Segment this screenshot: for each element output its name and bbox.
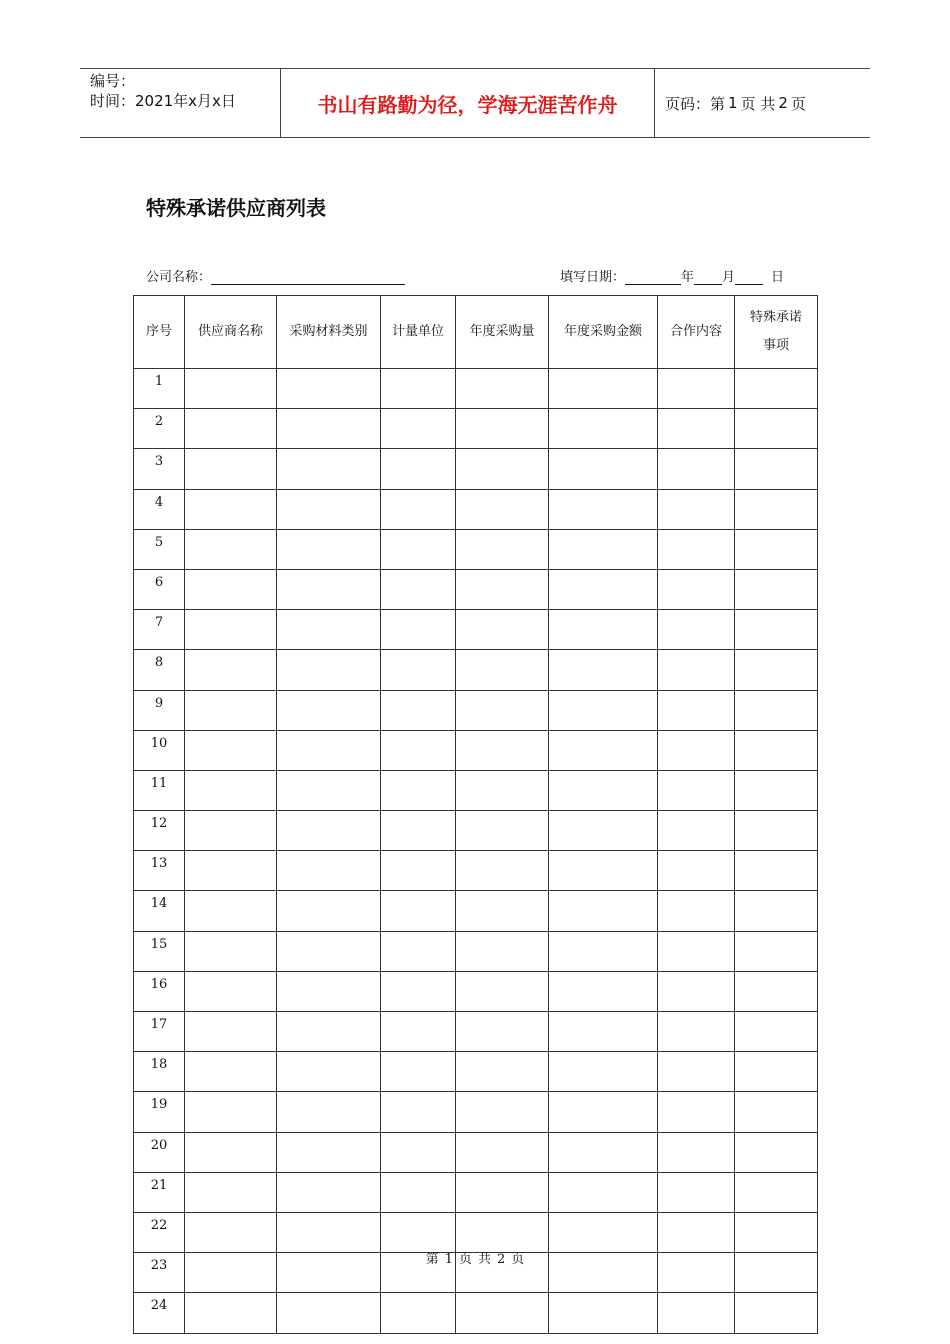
table-cell[interactable] bbox=[185, 409, 277, 449]
table-cell[interactable] bbox=[456, 489, 549, 529]
table-row bbox=[134, 1293, 818, 1333]
table-cell[interactable] bbox=[381, 650, 456, 690]
table-cell[interactable] bbox=[381, 1212, 456, 1252]
table-cell[interactable] bbox=[277, 1092, 381, 1132]
row-number-cell: 10 bbox=[134, 730, 185, 770]
table-cell[interactable] bbox=[658, 891, 735, 931]
company-label: 公司名称： bbox=[146, 270, 212, 285]
table-cell[interactable] bbox=[185, 1172, 277, 1212]
table-cell[interactable] bbox=[185, 851, 277, 891]
table-cell[interactable] bbox=[456, 610, 549, 650]
table-cell[interactable] bbox=[456, 529, 549, 569]
table-cell[interactable] bbox=[185, 1212, 277, 1252]
table-cell[interactable] bbox=[185, 971, 277, 1011]
page-mid: 页 共 bbox=[740, 94, 776, 113]
table-cell[interactable] bbox=[185, 811, 277, 851]
table-cell[interactable] bbox=[456, 1212, 549, 1252]
table-cell[interactable] bbox=[277, 730, 381, 770]
col-header: 合作内容 bbox=[658, 296, 735, 369]
table-cell[interactable] bbox=[381, 690, 456, 730]
table-cell[interactable] bbox=[456, 1172, 549, 1212]
doc-code-label: 编号： bbox=[90, 72, 136, 90]
table-cell[interactable] bbox=[735, 811, 818, 851]
table-cell[interactable] bbox=[735, 851, 818, 891]
date-field bbox=[560, 266, 784, 285]
table-cell[interactable] bbox=[277, 409, 381, 449]
table-cell[interactable] bbox=[658, 409, 735, 449]
col-header: 采购材料类别 bbox=[277, 296, 381, 369]
row-number-cell: 3 bbox=[134, 449, 185, 489]
table-cell[interactable] bbox=[456, 891, 549, 931]
table-cell[interactable] bbox=[658, 1052, 735, 1092]
company-field bbox=[146, 266, 405, 285]
table-cell[interactable] bbox=[735, 1132, 818, 1172]
table-cell[interactable] bbox=[185, 730, 277, 770]
table-row bbox=[134, 1172, 818, 1212]
table-cell[interactable] bbox=[456, 1052, 549, 1092]
table-cell[interactable] bbox=[277, 489, 381, 529]
table-cell[interactable] bbox=[549, 449, 658, 489]
table-cell[interactable] bbox=[277, 1293, 381, 1333]
table-cell[interactable] bbox=[735, 610, 818, 650]
table-cell[interactable] bbox=[735, 650, 818, 690]
table-cell[interactable] bbox=[658, 1212, 735, 1252]
table-row bbox=[134, 1092, 818, 1132]
table-cell[interactable] bbox=[735, 529, 818, 569]
row-number-cell: 20 bbox=[134, 1132, 185, 1172]
table-cell[interactable] bbox=[381, 1132, 456, 1172]
table-cell[interactable] bbox=[735, 1052, 818, 1092]
table-cell[interactable] bbox=[658, 529, 735, 569]
table-cell[interactable] bbox=[549, 690, 658, 730]
table-cell[interactable] bbox=[277, 891, 381, 931]
table-cell[interactable] bbox=[735, 891, 818, 931]
table-cell[interactable] bbox=[456, 1293, 549, 1333]
doc-time-label: 时间：2021年x月x日 bbox=[90, 92, 236, 110]
table-cell[interactable] bbox=[381, 529, 456, 569]
year-blank[interactable] bbox=[625, 270, 681, 285]
page-header bbox=[80, 68, 870, 138]
table-cell[interactable] bbox=[381, 1092, 456, 1132]
table-cell[interactable] bbox=[277, 1132, 381, 1172]
table-row bbox=[134, 1132, 818, 1172]
row-number-cell: 14 bbox=[134, 891, 185, 931]
table-cell[interactable] bbox=[658, 650, 735, 690]
table-cell[interactable] bbox=[456, 690, 549, 730]
table-cell[interactable] bbox=[381, 851, 456, 891]
table-cell[interactable] bbox=[185, 610, 277, 650]
table-row bbox=[134, 730, 818, 770]
row-number-cell: 2 bbox=[134, 409, 185, 449]
table-cell[interactable] bbox=[277, 1052, 381, 1092]
table-cell[interactable] bbox=[277, 931, 381, 971]
col-header-special bbox=[735, 296, 818, 369]
header-motto: 书山有路勤为径，学海无涯苦作舟 bbox=[281, 69, 655, 137]
table-cell[interactable] bbox=[277, 610, 381, 650]
table-cell[interactable] bbox=[381, 569, 456, 609]
table-cell[interactable] bbox=[549, 1132, 658, 1172]
date-label: 填写日期： bbox=[560, 270, 626, 285]
table-cell[interactable] bbox=[735, 569, 818, 609]
table-cell[interactable] bbox=[735, 489, 818, 529]
footer-current: 1 bbox=[444, 1252, 453, 1267]
table-cell[interactable] bbox=[185, 529, 277, 569]
table-row bbox=[134, 409, 818, 449]
table-cell[interactable] bbox=[456, 851, 549, 891]
table-cell[interactable] bbox=[658, 730, 735, 770]
col-header: 序号 bbox=[134, 296, 185, 369]
table-cell[interactable] bbox=[456, 770, 549, 810]
table-cell[interactable] bbox=[735, 971, 818, 1011]
table-cell[interactable] bbox=[185, 449, 277, 489]
table-cell[interactable] bbox=[735, 449, 818, 489]
table-cell[interactable] bbox=[735, 1172, 818, 1212]
row-number-cell: 21 bbox=[134, 1172, 185, 1212]
table-cell[interactable] bbox=[456, 650, 549, 690]
table-cell[interactable] bbox=[658, 931, 735, 971]
table-cell[interactable] bbox=[549, 730, 658, 770]
table-row bbox=[134, 931, 818, 971]
table-cell[interactable] bbox=[277, 369, 381, 409]
table-cell[interactable] bbox=[381, 1293, 456, 1333]
table-row bbox=[134, 369, 818, 409]
page-label: 页码：第 bbox=[665, 94, 726, 113]
table-body bbox=[134, 369, 818, 1334]
table-cell[interactable] bbox=[456, 931, 549, 971]
table-cell[interactable] bbox=[549, 569, 658, 609]
table-cell[interactable] bbox=[277, 1212, 381, 1252]
col-header: 计量单位 bbox=[381, 296, 456, 369]
table-row bbox=[134, 811, 818, 851]
table-row bbox=[134, 690, 818, 730]
footer-total: 2 bbox=[497, 1252, 506, 1267]
table-row bbox=[134, 851, 818, 891]
table-cell[interactable] bbox=[381, 489, 456, 529]
row-number-cell: 5 bbox=[134, 529, 185, 569]
page-total: 2 bbox=[778, 94, 788, 112]
table-row bbox=[134, 569, 818, 609]
table-cell[interactable] bbox=[381, 770, 456, 810]
row-number-cell: 19 bbox=[134, 1092, 185, 1132]
table-cell[interactable] bbox=[658, 1293, 735, 1333]
row-number-cell: 15 bbox=[134, 931, 185, 971]
table-cell[interactable] bbox=[456, 1132, 549, 1172]
table-row bbox=[134, 529, 818, 569]
supplier-table bbox=[133, 295, 818, 1334]
page-footer bbox=[0, 1248, 950, 1267]
page-current: 1 bbox=[728, 94, 738, 112]
table-cell[interactable] bbox=[185, 1052, 277, 1092]
table-cell[interactable] bbox=[456, 449, 549, 489]
table-cell[interactable] bbox=[735, 409, 818, 449]
table-cell[interactable] bbox=[658, 1132, 735, 1172]
table-cell[interactable] bbox=[277, 770, 381, 810]
table-cell[interactable] bbox=[185, 1092, 277, 1132]
table-cell[interactable] bbox=[381, 449, 456, 489]
table-cell[interactable] bbox=[381, 931, 456, 971]
table-cell[interactable] bbox=[456, 971, 549, 1011]
table-cell[interactable] bbox=[381, 891, 456, 931]
footer-suffix: 页 bbox=[511, 1252, 525, 1267]
table-cell[interactable] bbox=[456, 569, 549, 609]
table-cell[interactable] bbox=[549, 1172, 658, 1212]
row-number-cell: 17 bbox=[134, 1012, 185, 1052]
table-cell[interactable] bbox=[658, 1092, 735, 1132]
col-header-line: 特殊承诺 bbox=[749, 310, 802, 325]
table-cell[interactable] bbox=[735, 369, 818, 409]
table-cell[interactable] bbox=[549, 489, 658, 529]
table-cell[interactable] bbox=[277, 971, 381, 1011]
table-cell[interactable] bbox=[658, 369, 735, 409]
table-cell[interactable] bbox=[658, 489, 735, 529]
table-cell[interactable] bbox=[658, 610, 735, 650]
table-cell[interactable] bbox=[456, 1012, 549, 1052]
table-row bbox=[134, 650, 818, 690]
table-row bbox=[134, 891, 818, 931]
document-title: 特殊承诺供应商列表 bbox=[146, 196, 326, 220]
page-end: 页 bbox=[790, 94, 806, 113]
table-cell[interactable] bbox=[381, 369, 456, 409]
table-cell[interactable] bbox=[735, 1212, 818, 1252]
table-cell[interactable] bbox=[381, 1052, 456, 1092]
table-cell[interactable] bbox=[185, 690, 277, 730]
table-cell[interactable] bbox=[277, 811, 381, 851]
table-cell[interactable] bbox=[735, 770, 818, 810]
table-cell[interactable] bbox=[456, 1092, 549, 1132]
row-number-cell: 12 bbox=[134, 811, 185, 851]
table-cell[interactable] bbox=[658, 971, 735, 1011]
table-cell[interactable] bbox=[549, 971, 658, 1011]
year-label: 年 bbox=[681, 270, 695, 285]
header-info bbox=[80, 69, 281, 137]
table-cell[interactable] bbox=[277, 569, 381, 609]
table-cell[interactable] bbox=[658, 770, 735, 810]
row-number-cell: 22 bbox=[134, 1212, 185, 1252]
table-cell[interactable] bbox=[381, 811, 456, 851]
table-cell[interactable] bbox=[549, 891, 658, 931]
table-cell[interactable] bbox=[549, 1092, 658, 1132]
table-cell[interactable] bbox=[658, 1172, 735, 1212]
table-cell[interactable] bbox=[735, 730, 818, 770]
footer-prefix: 第 bbox=[425, 1252, 439, 1267]
table-row bbox=[134, 449, 818, 489]
month-label: 月 bbox=[722, 270, 736, 285]
row-number-cell: 16 bbox=[134, 971, 185, 1011]
footer-mid2: 共 bbox=[478, 1252, 492, 1267]
row-number-cell: 24 bbox=[134, 1293, 185, 1333]
table-cell[interactable] bbox=[277, 449, 381, 489]
row-number-cell: 1 bbox=[134, 369, 185, 409]
table-cell[interactable] bbox=[381, 971, 456, 1011]
table-row bbox=[134, 489, 818, 529]
table-cell[interactable] bbox=[549, 811, 658, 851]
col-header: 年度采购量 bbox=[456, 296, 549, 369]
day-label: 日 bbox=[771, 270, 785, 285]
table-cell[interactable] bbox=[658, 851, 735, 891]
table-cell[interactable] bbox=[549, 369, 658, 409]
table-cell[interactable] bbox=[277, 650, 381, 690]
table-cell[interactable] bbox=[549, 931, 658, 971]
table-cell[interactable] bbox=[456, 730, 549, 770]
table-cell[interactable] bbox=[456, 369, 549, 409]
header-page-info bbox=[655, 69, 870, 137]
company-blank[interactable] bbox=[211, 270, 405, 285]
table-cell[interactable] bbox=[735, 931, 818, 971]
table-row bbox=[134, 770, 818, 810]
table-cell[interactable] bbox=[381, 1172, 456, 1212]
col-header: 供应商名称 bbox=[185, 296, 277, 369]
table-cell[interactable] bbox=[549, 650, 658, 690]
table-row bbox=[134, 1052, 818, 1092]
row-number-cell: 11 bbox=[134, 770, 185, 810]
table-cell[interactable] bbox=[185, 369, 277, 409]
table-cell[interactable] bbox=[277, 851, 381, 891]
table-cell[interactable] bbox=[735, 1092, 818, 1132]
table-header-row bbox=[134, 296, 818, 369]
table-cell[interactable] bbox=[277, 1172, 381, 1212]
table-cell[interactable] bbox=[185, 569, 277, 609]
table-cell[interactable] bbox=[549, 1293, 658, 1333]
table-cell[interactable] bbox=[381, 1012, 456, 1052]
row-number-cell: 9 bbox=[134, 690, 185, 730]
table-cell[interactable] bbox=[185, 1132, 277, 1172]
table-cell[interactable] bbox=[185, 489, 277, 529]
col-header: 年度采购金额 bbox=[549, 296, 658, 369]
table-cell[interactable] bbox=[658, 690, 735, 730]
row-number-cell: 7 bbox=[134, 610, 185, 650]
table-cell[interactable] bbox=[549, 1012, 658, 1052]
day-blank[interactable] bbox=[735, 270, 763, 285]
table-cell[interactable] bbox=[185, 650, 277, 690]
table-cell[interactable] bbox=[277, 529, 381, 569]
table-row bbox=[134, 610, 818, 650]
table-cell[interactable] bbox=[658, 1012, 735, 1052]
table-cell[interactable] bbox=[735, 1293, 818, 1333]
row-number-cell: 6 bbox=[134, 569, 185, 609]
row-number-cell: 8 bbox=[134, 650, 185, 690]
footer-mid1: 页 bbox=[458, 1252, 472, 1267]
table-cell[interactable] bbox=[185, 931, 277, 971]
table-cell[interactable] bbox=[549, 409, 658, 449]
table-cell[interactable] bbox=[277, 1012, 381, 1052]
table-cell[interactable] bbox=[381, 610, 456, 650]
table-cell[interactable] bbox=[549, 529, 658, 569]
table-cell[interactable] bbox=[549, 851, 658, 891]
table-cell[interactable] bbox=[658, 449, 735, 489]
table-cell[interactable] bbox=[549, 770, 658, 810]
table-cell[interactable] bbox=[277, 690, 381, 730]
table-cell[interactable] bbox=[456, 409, 549, 449]
row-number-cell: 4 bbox=[134, 489, 185, 529]
col-header-line: 事项 bbox=[762, 338, 789, 353]
row-number-cell: 18 bbox=[134, 1052, 185, 1092]
table-cell[interactable] bbox=[549, 1052, 658, 1092]
table-cell[interactable] bbox=[658, 569, 735, 609]
table-cell[interactable] bbox=[185, 891, 277, 931]
table-cell[interactable] bbox=[735, 1012, 818, 1052]
table-cell[interactable] bbox=[456, 811, 549, 851]
table-cell[interactable] bbox=[549, 1212, 658, 1252]
month-blank[interactable] bbox=[694, 270, 722, 285]
table-row bbox=[134, 1012, 818, 1052]
table-cell[interactable] bbox=[381, 730, 456, 770]
row-number-cell: 13 bbox=[134, 851, 185, 891]
table-row bbox=[134, 1212, 818, 1252]
table-cell[interactable] bbox=[381, 409, 456, 449]
row-number-cell: 23 bbox=[134, 1253, 185, 1293]
table-row bbox=[134, 971, 818, 1011]
table-cell[interactable] bbox=[185, 770, 277, 810]
table-cell[interactable] bbox=[185, 1293, 277, 1333]
table-cell[interactable] bbox=[185, 1012, 277, 1052]
table-cell[interactable] bbox=[549, 610, 658, 650]
table-cell[interactable] bbox=[658, 811, 735, 851]
table-cell[interactable] bbox=[735, 690, 818, 730]
